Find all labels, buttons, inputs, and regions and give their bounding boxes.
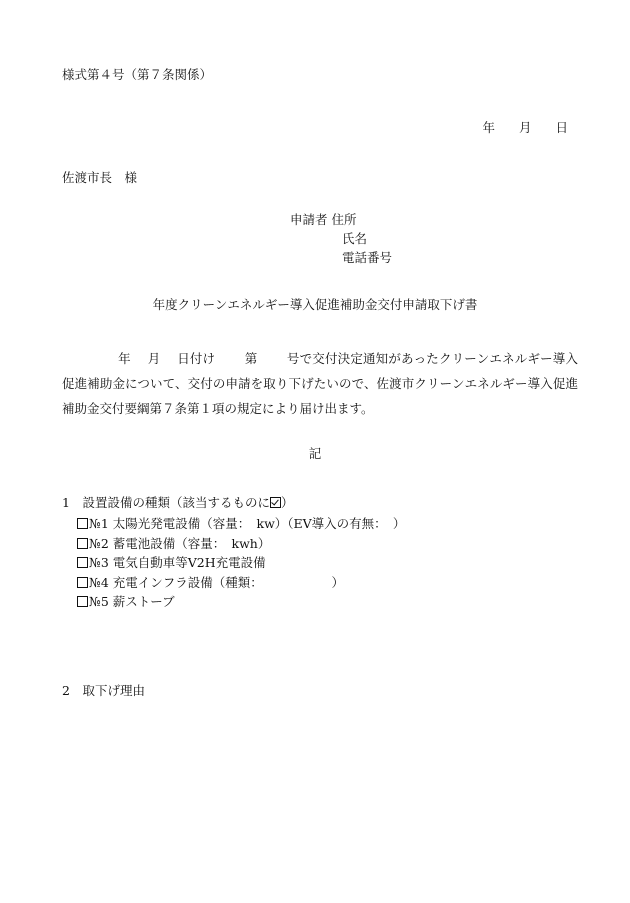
form-number: 様式第４号（第７条関係）	[62, 67, 213, 82]
document-title: 年度クリーンエネルギー導入促進補助金交付申請取下げ書	[152, 297, 478, 312]
checkbox-icon[interactable]	[77, 596, 88, 607]
applicant-address-label: 申請者 住所	[290, 212, 357, 227]
body-paragraph	[62, 346, 578, 421]
checkbox-icon[interactable]	[77, 577, 88, 588]
body-text: 年 月 日付け 第 号で交付決定通知があったクリーンエネルギー導入促進補助金について、交付の申請を取り下げたいので、佐渡市クリーンエネルギー導入促進補助金交付要綱第７条第１項の規定により届け出ます。	[62, 351, 578, 416]
addressee: 佐渡市長 様	[62, 170, 138, 185]
section1-heading: 1 設置設備の種類（該当するものに ）	[62, 495, 294, 510]
checked-box-icon	[270, 497, 281, 508]
applicant-phone-label: 電話番号	[342, 250, 393, 265]
checkbox-icon[interactable]	[77, 538, 88, 549]
date-month: 月	[518, 120, 532, 135]
list-item[interactable]: №1 太陽光発電設備（容量： kw）（EV導入の有無： ）	[77, 516, 405, 536]
equipment-list	[77, 516, 405, 614]
checkbox-icon[interactable]	[77, 518, 88, 529]
date-year: 年	[482, 120, 495, 135]
list-item[interactable]: №3 電気自動車等V2H充電設備	[77, 555, 405, 575]
date-line	[482, 120, 568, 135]
checkbox-icon[interactable]	[77, 557, 88, 568]
list-item[interactable]: №4 充電インフラ設備（種類： ）	[77, 575, 405, 595]
list-item[interactable]: №5 薪ストーブ	[77, 594, 405, 614]
applicant-name-label: 氏名	[342, 231, 368, 246]
applicant-block	[290, 212, 392, 269]
date-day: 日	[555, 120, 568, 135]
list-item[interactable]: №2 蓄電池設備（容量： kwh）	[77, 536, 405, 556]
ki-marker: 記	[308, 446, 322, 461]
section2-heading: 2 取下げ理由	[62, 683, 145, 698]
